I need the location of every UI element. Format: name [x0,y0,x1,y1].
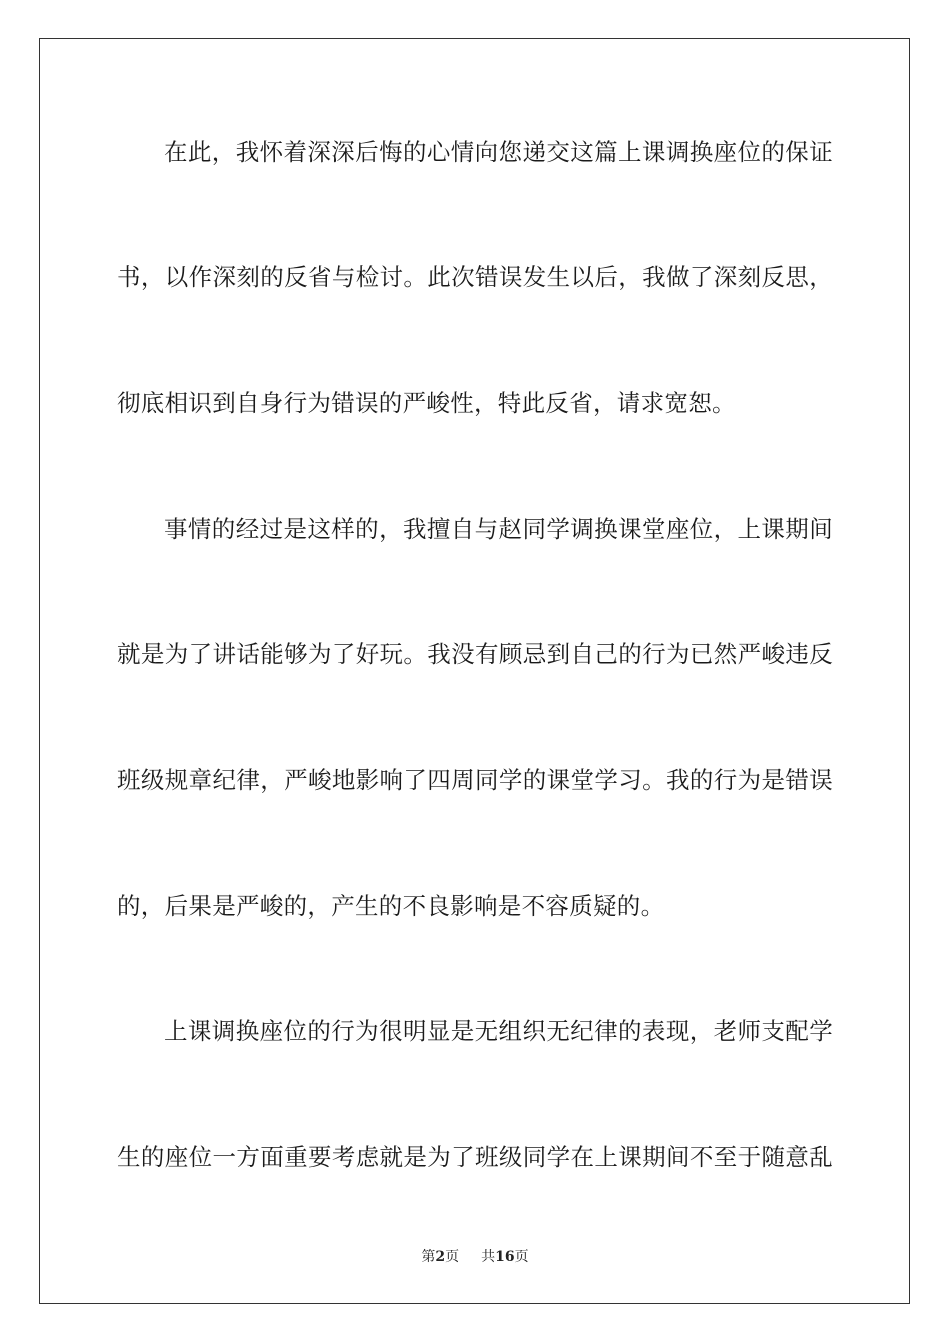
paragraph-2-line-1: 事情的经过是这样的，我擅自与赵同学调换课堂座位，上课期间 [164,515,833,543]
paragraph-3-line-1: 上课调换座位的行为很明显是无组织无纪律的表现，老师支配学 [164,1017,833,1045]
paragraph-1-line-2: 书，以作深刻的反省与检讨。此次错误发生以后，我做了深刻反思， [117,263,833,291]
page-border [39,38,910,1304]
paragraph-3-line-2: 生的座位一方面重要考虑就是为了班级同学在上课期间不至于随意乱 [117,1143,833,1171]
page-prefix: 第 [421,1249,436,1265]
total-pages: 16 [495,1249,515,1265]
paragraph-2-line-2: 就是为了讲话能够为了好玩。我没有顾忌到自己的行为已然严峻违反 [117,640,833,668]
paragraph-2-line-4: 的，后果是严峻的，产生的不良影响是不容质疑的。 [117,892,665,920]
total-suffix: 页 [514,1249,529,1265]
paragraph-2-line-3: 班级规章纪律，严峻地影响了四周同学的课堂学习。我的行为是错误 [117,766,833,794]
page-number: 2 [435,1249,446,1265]
page-suffix: 页 [445,1249,460,1265]
page-footer [0,1248,950,1266]
paragraph-1-line-3: 彻底相识到自身行为错误的严峻性，特此反省，请求宽恕。 [117,389,736,417]
paragraph-1-line-1: 在此，我怀着深深后悔的心情向您递交这篇上课调换座位的保证 [164,138,833,166]
total-prefix: 共 [481,1249,496,1265]
